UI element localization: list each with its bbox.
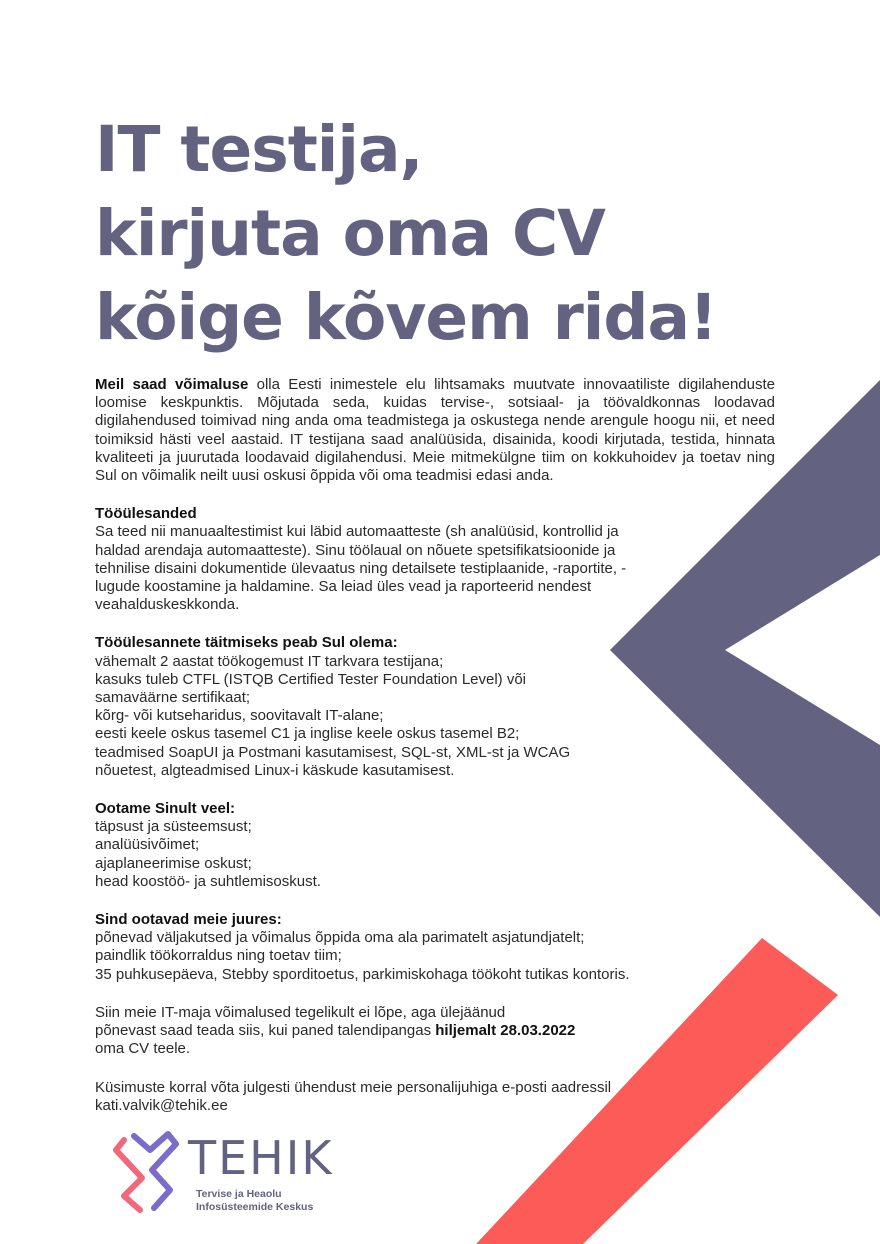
closing-paragraph <box>95 1004 785 1059</box>
tasks-section <box>95 505 785 614</box>
headline <box>95 108 785 360</box>
logo-subtitle-line-1: Tervise ja Heaolu <box>196 1188 282 1200</box>
closing-line-2 <box>95 1022 785 1040</box>
deadline-date: hiljemalt 28.03.2022 <box>435 1022 576 1040</box>
list-item: head koostöö- ja suhtlemisoskust. <box>95 872 321 890</box>
heart-logo-icon <box>112 1128 182 1213</box>
closing-line-3: oma CV teele. <box>95 1040 191 1058</box>
offer-heading: Sind ootavad meie juures: <box>95 911 282 929</box>
logo-wordmark: TEHIK <box>188 1131 334 1185</box>
tehik-logo <box>112 1128 334 1218</box>
list-item: eesti keele oskus tasemel C1 ja inglise keele oskus tasemel B2; <box>95 725 520 743</box>
intro-text: olla Eesti inimestele elu lihtsamaks muutvate innovaatiliste digilahenduste loomise keskpunktis. Mõjutada seda, kuidas tervise-, sotsiaal- ja töövaldkonnas loodavad digilahendused toimivad ning anda oma teadmistega ja oskustega nende arengule hoogu nii, et need toimiksid hästi veel aastaid. IT testijana saad analüüsida, disainida, koodi kirjutada, testida, hinnata kvaliteeti ja juurutada loodavaid digilahendusi. Meie mitmekülgne tiim on kokkuhoidev ja toetav ning Sul on võimalik neilt uusi oskusi õppida või oma teadmisi edasi anda. <box>95 376 775 485</box>
list-item: kõrg- või kutseharidus, soovitavalt IT-alane; <box>95 707 384 725</box>
offer-list <box>95 929 695 984</box>
list-item: paindlik töökorraldus ning toetav tiim; <box>95 947 342 965</box>
requirements-heading: Tööülesannete täitmiseks peab Sul olema: <box>95 634 398 652</box>
list-item: 35 puhkusepäeva, Stebby sporditoetus, parkimiskohaga töökoht tutikas kontoris. <box>95 965 630 983</box>
headline-line-1: IT testija, <box>95 113 423 186</box>
list-item: vähemalt 2 aastat töökogemust IT tarkvara testijana; <box>95 652 444 670</box>
logo-subtitle <box>196 1188 313 1214</box>
offer-section <box>95 911 785 984</box>
closing-line-2-text: põnevast saad teada siis, kui paned talendipangas <box>95 1022 436 1040</box>
intro-paragraph <box>95 376 775 485</box>
tasks-text: Sa teed nii manuaaltestimist kui läbid automaatteste (sh analüüsid, kontrollid ja haldad arendaja automaatteste). Sinu töölaual on nõuete spetsifikatsioonide ja tehnilise disaini dokumentide ülevaatus ning detailsete testiplaanide, -raportite, -lugude koostamine ja haldamine. Sa leiad üles vead ja raporteerid nendest veahalduskeskkonda. <box>95 523 627 614</box>
contact-paragraph <box>95 1079 785 1115</box>
list-item: teadmised SoapUI ja Postmani kasutamisest, SQL-st, XML-st ja WCAG nõuetest, algteadmised Linux-i käskude kasutamisest. <box>95 743 571 779</box>
tasks-heading: Tööülesanded <box>95 505 197 523</box>
headline-line-3: kõige kõvem rida! <box>95 281 717 354</box>
requirements-list <box>95 653 595 780</box>
list-item: kasuks tuleb CTFL (ISTQB Certified Tester Foundation Level) või samaväärne sertifikaat; <box>95 670 527 707</box>
contact-text: Küsimuste korral võta julgesti ühendust meie personalijuhiga e-posti aadressil <box>95 1078 612 1096</box>
headline-line-2: kirjuta oma CV <box>95 197 605 270</box>
closing-line-1: Siin meie IT-maja võimalused tegelikult ei lõpe, aga ülejäänud <box>95 1003 506 1021</box>
intro-lead: Meil saad võimaluse <box>95 376 249 393</box>
expect-list <box>95 818 595 891</box>
job-ad-content <box>95 108 785 1115</box>
list-item: ajaplaneerimise oskust; <box>95 854 252 872</box>
list-item: analüüsivõimet; <box>95 836 200 854</box>
contact-email-link[interactable]: kati.valvik@tehik.ee <box>95 1096 228 1114</box>
list-item: põnevad väljakutsed ja võimalus õppida oma ala parimatelt asjatundjatelt; <box>95 929 585 947</box>
expect-heading: Ootame Sinult veel: <box>95 800 236 818</box>
requirements-section <box>95 634 785 780</box>
list-item: täpsust ja süsteemsust; <box>95 818 252 836</box>
expect-section <box>95 800 785 891</box>
logo-subtitle-line-2: Infosüsteemide Keskus <box>196 1201 314 1213</box>
